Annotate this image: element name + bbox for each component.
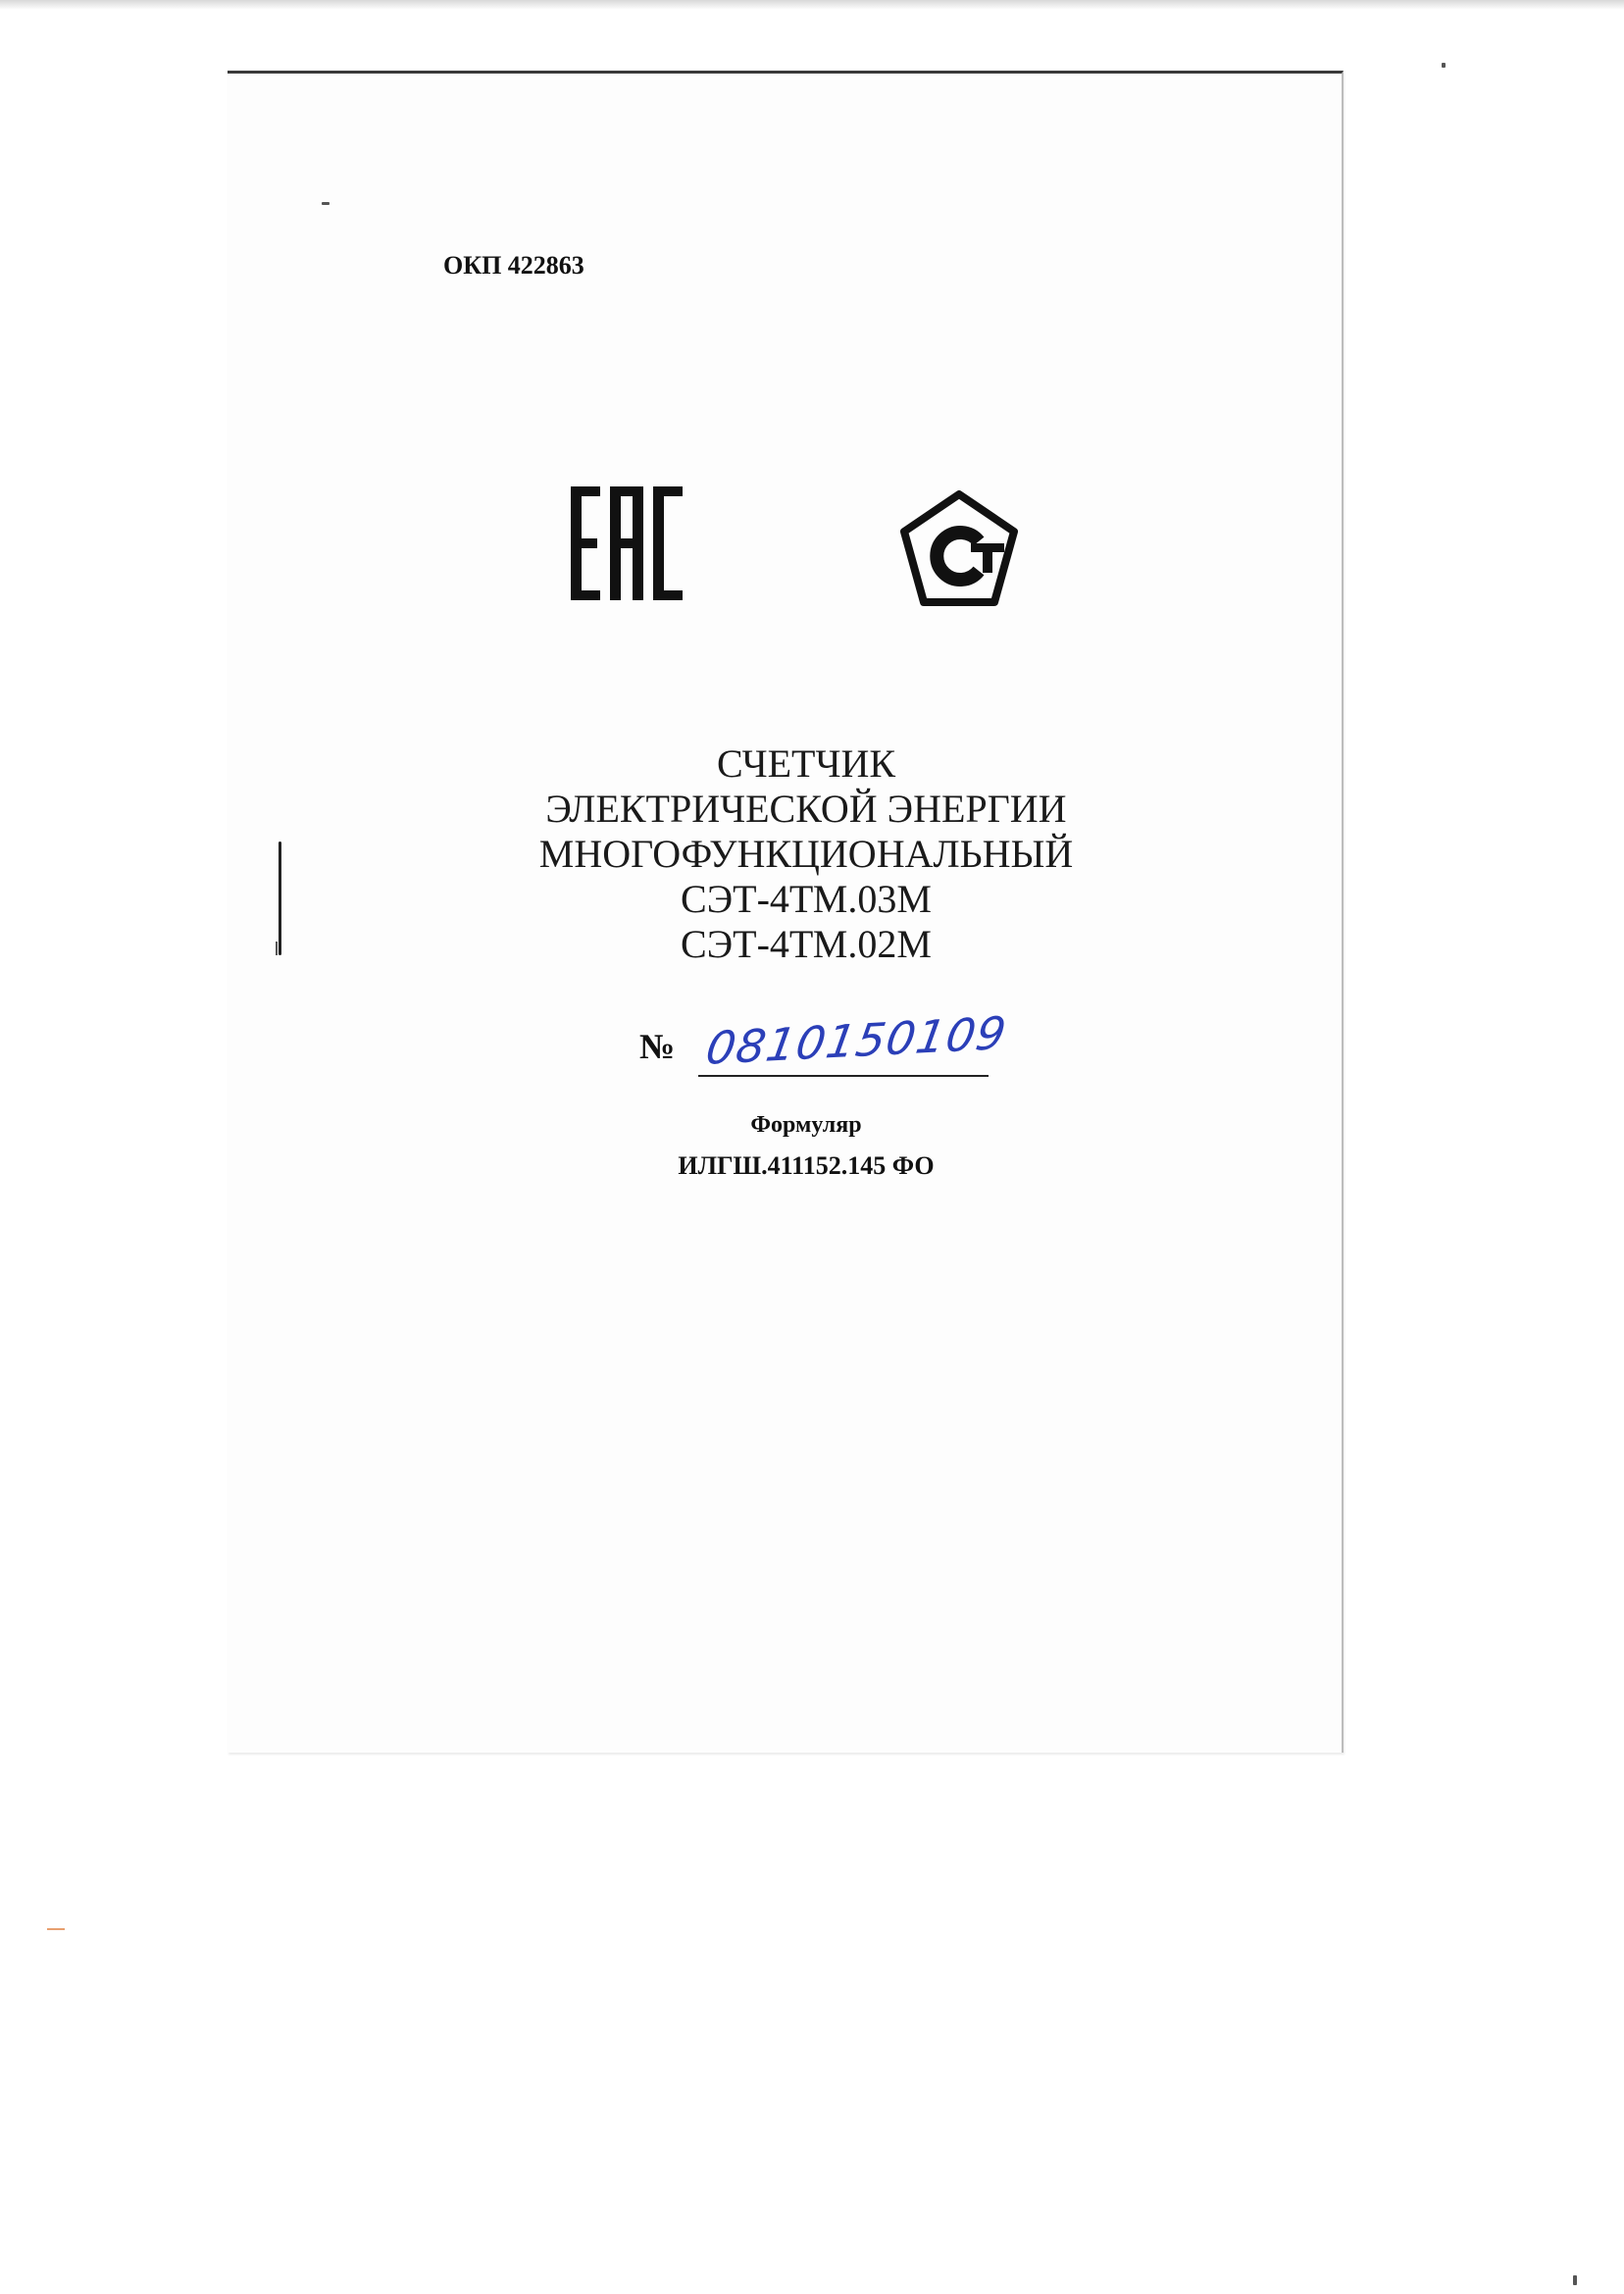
- serial-number-label: №: [639, 1027, 676, 1066]
- staple: [279, 841, 281, 955]
- title-line: МНОГОФУНКЦИОНАЛЬНЫЙ: [538, 832, 1074, 876]
- eac-logo: [571, 486, 683, 600]
- staple-tip: [276, 942, 285, 955]
- scan-speck: [1442, 63, 1446, 68]
- title-line: СЧЕТЧИК: [716, 741, 896, 786]
- scan-speck: [47, 1928, 65, 1930]
- document-type: Формуляр: [750, 1112, 862, 1138]
- title-line: СЭТ-4ТМ.03М: [681, 877, 932, 921]
- scan-edge-shadow: [0, 0, 1624, 10]
- document-code: ИЛГШ.411152.145 ФО: [678, 1151, 935, 1180]
- okp-code: ОКП 422863: [443, 251, 584, 280]
- scan-speck: [1573, 2275, 1577, 2285]
- scan-speck: [322, 202, 330, 205]
- serial-number-row: [639, 1006, 1051, 1075]
- product-title: [424, 741, 1189, 967]
- pct-conformity-mark: [896, 488, 1022, 610]
- handwritten-serial-number: 0810150109: [702, 1006, 1011, 1075]
- serial-underline: [698, 1075, 989, 1077]
- title-line: СЭТ-4ТМ.02М: [681, 922, 932, 966]
- title-line: ЭЛЕКТРИЧЕСКОЙ ЭНЕРГИИ: [545, 787, 1067, 831]
